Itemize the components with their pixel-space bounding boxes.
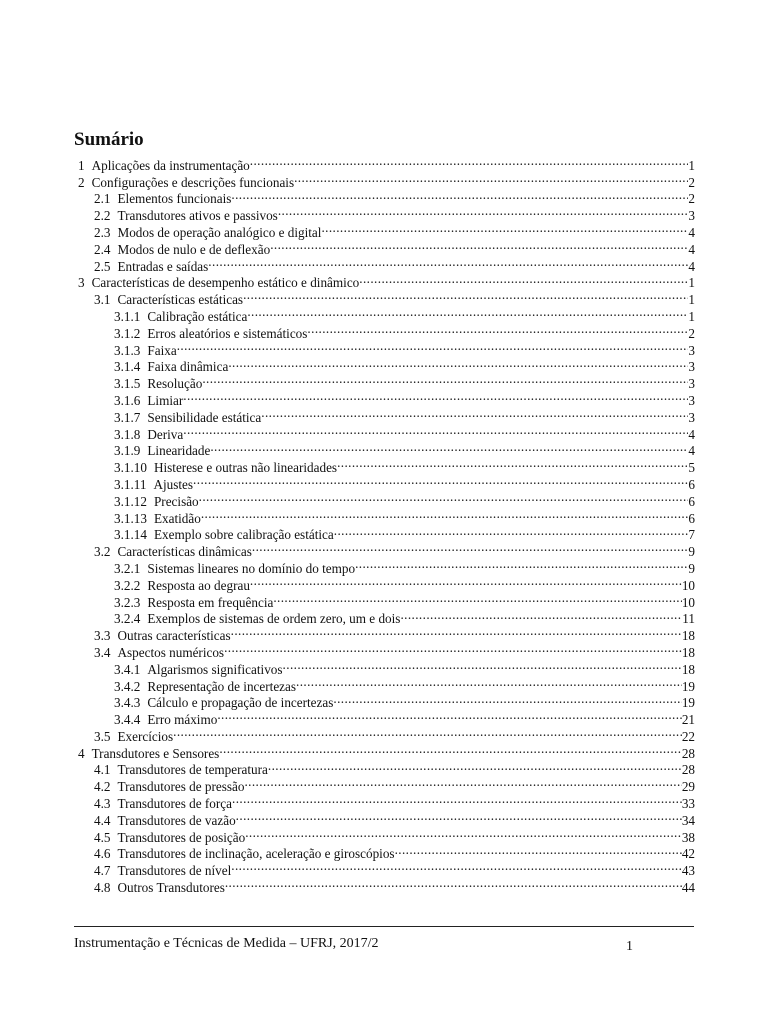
toc-dot-leader: [228, 355, 688, 372]
toc-entry-page: 28: [681, 745, 695, 761]
toc-dot-leader: [231, 187, 688, 204]
toc-entry-title: Erros aleatórios e sistemáticos: [147, 325, 308, 341]
toc-dot-leader: [247, 304, 688, 321]
toc-dot-leader: [244, 774, 681, 791]
toc-dot-leader: [334, 523, 689, 540]
toc-entry-title: Transdutores de pressão: [117, 779, 245, 795]
toc-entry-title: Aspectos numéricos: [117, 644, 225, 660]
toc-entry-page: 3: [688, 376, 695, 392]
toc-dot-leader: [193, 472, 688, 489]
toc-entry-title: Faixa: [147, 342, 177, 358]
toc-dot-leader: [261, 405, 688, 422]
toc-entry-title: Faixa dinâmica: [147, 359, 229, 375]
toc-entry-title: Transdutores de nível: [117, 863, 232, 879]
toc-entry-number: 3.2.1: [114, 560, 141, 576]
toc-entry-title: Precisão: [153, 493, 199, 509]
toc-entry-page: 4: [688, 443, 695, 459]
toc-entry-title: Elementos funcionais: [117, 191, 232, 207]
toc-entry-number: 3.1.8: [114, 426, 141, 442]
toc-dot-leader: [202, 371, 688, 388]
toc-entry-number: 2.3: [94, 224, 111, 240]
toc-entry-number: 3.1.9: [114, 443, 141, 459]
toc-dot-leader: [210, 439, 688, 456]
toc-entry-number: 3.2.2: [114, 577, 141, 593]
toc-entry-number: 3.1.5: [114, 376, 141, 392]
toc-entry-title: Cálculo e propagação de incertezas: [147, 695, 334, 711]
toc-dot-leader: [400, 607, 682, 624]
toc-entry-number: 4.7: [94, 863, 111, 879]
toc-dot-leader: [359, 271, 688, 288]
toc-dot-leader: [231, 623, 682, 640]
toc-entry-number: 3.1.12: [114, 493, 147, 509]
toc-entry-number: 3.4.2: [114, 678, 141, 694]
toc-dot-leader: [395, 842, 682, 859]
toc-title: Sumário: [74, 129, 144, 150]
toc-entry-page: 2: [688, 174, 695, 190]
footer-text: Instrumentação e Técnicas de Medida – UFRJ, 2017/2: [74, 936, 379, 951]
toc-dot-leader: [224, 640, 682, 657]
toc-entry-number: 4.4: [94, 812, 111, 828]
toc-dot-leader: [321, 220, 688, 237]
toc-entry-page: 18: [681, 628, 695, 644]
toc-entry-page: 6: [688, 476, 695, 492]
toc-dot-leader: [201, 506, 689, 523]
toc-entry-page: 29: [681, 779, 695, 795]
toc-dot-leader: [177, 338, 689, 355]
toc-entry-title: Transdutores e Sensores: [91, 745, 220, 761]
toc-entry-page: 19: [681, 695, 695, 711]
toc-entry-page: 1: [688, 308, 695, 324]
toc-dot-leader: [294, 170, 688, 187]
toc-entry-number: 3.4: [94, 644, 111, 660]
toc-entry-title: Histerese e outras não linearidades: [153, 460, 338, 476]
toc-entry-title: Modos de operação analógico e digital: [117, 224, 322, 240]
toc-dot-leader: [232, 791, 682, 808]
toc-entry-page: 33: [681, 796, 695, 812]
toc-entry-page: 22: [681, 728, 695, 744]
toc-entry-number: 2.5: [94, 258, 111, 274]
toc-entry-title: Aplicações da instrumentação: [91, 157, 250, 173]
toc-entry-title: Outras características: [117, 628, 231, 644]
toc-dot-leader: [183, 422, 688, 439]
toc-dot-leader: [333, 691, 681, 708]
toc-entry-title: Transdutores de força: [117, 796, 232, 812]
toc-entry-page: 4: [688, 258, 695, 274]
toc-entry-number: 4.5: [94, 829, 111, 845]
toc-entry-number: 4: [78, 745, 85, 761]
toc-entry-page: 11: [682, 611, 695, 627]
toc-dot-leader: [270, 237, 688, 254]
toc-entry-page: 4: [688, 241, 695, 257]
toc-entry-title: Sensibilidade estática: [147, 409, 262, 425]
toc-dot-leader: [173, 724, 682, 741]
toc-entry-number: 3.2.3: [114, 594, 141, 610]
toc-entry-title: Deriva: [147, 426, 184, 442]
toc-entry-title: Transdutores ativos e passivos: [117, 208, 278, 224]
toc-entry-number: 4.6: [94, 846, 111, 862]
toc-entry-title: Características de desempenho estático e dinâmico: [91, 275, 360, 291]
toc-dot-leader: [355, 556, 688, 573]
toc-entry-page: 1: [688, 157, 695, 173]
toc-entry-title: Resolução: [147, 376, 203, 392]
toc-entry-title: Calibração estática: [147, 308, 248, 324]
toc-dot-leader: [236, 808, 682, 825]
toc-entry-number: 2.2: [94, 208, 111, 224]
toc-dot-leader: [252, 539, 689, 556]
toc-entry-number: 2.1: [94, 191, 111, 207]
toc-entry-number: 3.1.4: [114, 359, 141, 375]
toc-entry-number: 3.3: [94, 628, 111, 644]
toc-entry-page: 19: [681, 678, 695, 694]
toc-entry-number: 1: [78, 157, 85, 173]
toc-entry-page: 9: [688, 544, 695, 560]
toc-entry-number: 4.3: [94, 796, 111, 812]
toc-entry-title: Características estáticas: [117, 292, 244, 308]
toc-entry-page: 3: [688, 208, 695, 224]
table-of-contents: [74, 153, 695, 896]
toc-entry-number: 3.1.14: [114, 527, 147, 543]
toc-entry-page: 2: [688, 191, 695, 207]
toc-entry-title: Ajustes: [153, 476, 194, 492]
toc-dot-leader: [307, 321, 688, 338]
toc-dot-leader: [278, 203, 689, 220]
toc-entry-number: 3.1.7: [114, 409, 141, 425]
toc-entry-number: 4.8: [94, 880, 111, 896]
toc-entry-page: 6: [688, 510, 695, 526]
toc-entry-number: 3: [78, 275, 85, 291]
toc-dot-leader: [217, 707, 681, 724]
toc-entry-title: Características dinâmicas: [117, 544, 252, 560]
toc-entry-number: 3.4.3: [114, 695, 141, 711]
toc-entry-number: 3.1.6: [114, 392, 141, 408]
toc-entry-page: 21: [681, 712, 695, 728]
toc-entry-page: 18: [681, 644, 695, 660]
toc-dot-leader: [219, 741, 682, 758]
toc-dot-leader: [273, 590, 681, 607]
toc-dot-leader: [245, 825, 682, 842]
toc-entry-title: Resposta em frequência: [147, 594, 274, 610]
toc-entry-title: Transdutores de vazão: [117, 812, 236, 828]
toc-entry-number: 2: [78, 174, 85, 190]
toc-entry-page: 4: [688, 426, 695, 442]
toc-entry-number: 3.4.4: [114, 712, 141, 728]
toc-entry-title: Transdutores de inclinação, aceleração e giroscópios: [117, 846, 395, 862]
toc-entry-title: Modos de nulo e de deflexão: [117, 241, 271, 257]
toc-dot-leader: [337, 455, 688, 472]
toc-entry-page: 43: [681, 863, 695, 879]
toc-entry-number: 3.1.10: [114, 460, 147, 476]
toc-entry-page: 28: [681, 762, 695, 778]
toc-entry-page: 10: [681, 594, 695, 610]
toc-entry-title: Transdutores de posição: [117, 829, 246, 845]
toc-entry-page: 3: [688, 342, 695, 358]
toc-entry-page: 38: [681, 829, 695, 845]
toc-entry-page: 10: [681, 577, 695, 593]
toc-dot-leader: [283, 657, 682, 674]
toc-entry-title: Linearidade: [147, 443, 211, 459]
toc-entry-title: Erro máximo: [147, 712, 218, 728]
toc-entry-title: Algarismos significativos: [147, 661, 283, 677]
toc-entry-page: 44: [681, 880, 695, 896]
toc-entry-number: 4.1: [94, 762, 111, 778]
toc-dot-leader: [183, 388, 688, 405]
toc-entry-number: 4.2: [94, 779, 111, 795]
toc-entry[interactable]: [74, 153, 695, 173]
toc-entry-title: Sistemas lineares no domínio do tempo: [147, 560, 356, 576]
toc-entry-number: 3.1.13: [114, 510, 147, 526]
toc-entry-title: Exemplos de sistemas de ordem zero, um e dois: [147, 611, 401, 627]
toc-dot-leader: [231, 858, 682, 875]
toc-entry-page: 6: [688, 493, 695, 509]
toc-entry-title: Entradas e saídas: [117, 258, 209, 274]
toc-entry-title: Outros Transdutores: [117, 880, 225, 896]
toc-dot-leader: [199, 489, 689, 506]
toc-dot-leader: [225, 875, 682, 892]
toc-entry-number: 3.1.3: [114, 342, 141, 358]
toc-dot-leader: [296, 674, 682, 691]
toc-entry-number: 2.4: [94, 241, 111, 257]
toc-entry-number: 3.1.1: [114, 308, 141, 324]
toc-entry-number: 3.2: [94, 544, 111, 560]
toc-entry-title: Representação de incertezas: [147, 678, 297, 694]
toc-entry-number: 3.1.11: [114, 476, 147, 492]
toc-entry-title: Resposta ao degrau: [147, 577, 250, 593]
toc-entry-number: 3.4.1: [114, 661, 141, 677]
toc-dot-leader: [208, 254, 688, 271]
toc-entry-title: Exercícios: [117, 728, 174, 744]
toc-entry-page: 1: [688, 275, 695, 291]
toc-entry-page: 3: [688, 409, 695, 425]
toc-entry-page: 1: [688, 292, 695, 308]
footer-rule: [74, 926, 694, 927]
toc-entry-page: 2: [688, 325, 695, 341]
footer-page-number: 1: [626, 939, 633, 954]
toc-entry-page: 7: [688, 527, 695, 543]
toc-entry-page: 5: [688, 460, 695, 476]
toc-dot-leader: [250, 153, 689, 170]
toc-entry-number: 3.1.2: [114, 325, 141, 341]
toc-dot-leader: [243, 287, 688, 304]
toc-entry-title: Exatidão: [153, 510, 201, 526]
toc-entry-title: Limiar: [147, 392, 184, 408]
toc-entry-page: 34: [681, 812, 695, 828]
toc-entry-page: 3: [688, 359, 695, 375]
toc-dot-leader: [250, 573, 682, 590]
toc-entry-title: Transdutores de temperatura: [117, 762, 268, 778]
toc-entry-number: 3.5: [94, 728, 111, 744]
toc-entry-number: 3.2.4: [114, 611, 141, 627]
toc-entry-page: 4: [688, 224, 695, 240]
toc-entry-page: 42: [681, 846, 695, 862]
toc-entry-number: 3.1: [94, 292, 111, 308]
toc-dot-leader: [268, 758, 682, 775]
toc-entry-page: 18: [681, 661, 695, 677]
toc-entry-title: Configurações e descrições funcionais: [91, 174, 295, 190]
toc-entry-page: 3: [688, 392, 695, 408]
toc-entry-title: Exemplo sobre calibração estática: [153, 527, 334, 543]
toc-entry-page: 9: [688, 560, 695, 576]
